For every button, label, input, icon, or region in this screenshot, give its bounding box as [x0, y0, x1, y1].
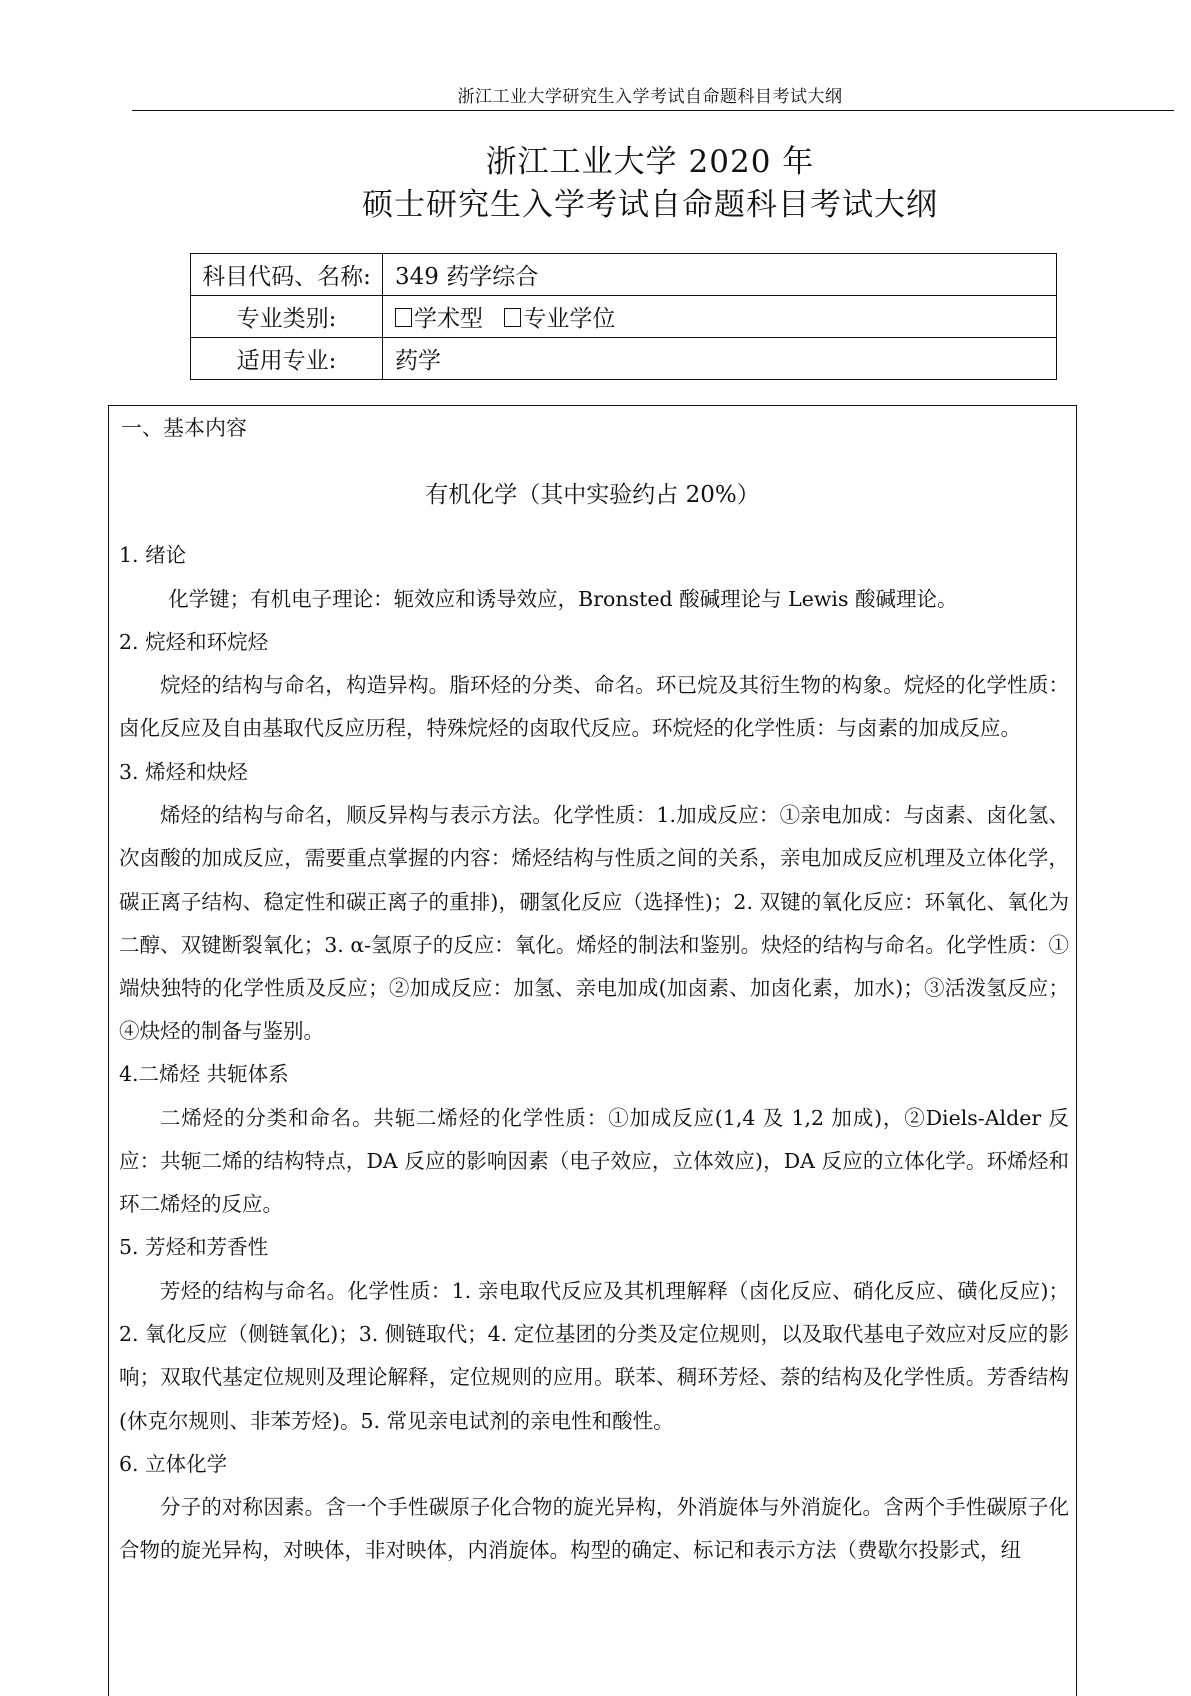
item-heading: 4.二烯烃 共轭体系 — [119, 1062, 289, 1087]
subject-title: 有机化学（其中实验约占 20%） — [425, 482, 760, 508]
item-text: 二烯烃的分类和命名。共轭二烯烃的化学性质：①加成反应(1,4 及 1,2 加成)，②Diels-Alder 反应：共轭二烯的结构特点，DA 反应的影响因素（电子效应，立体效应)，DA 反应的立体化学。环烯烃和环二烯烃的反应。 — [119, 1105, 1069, 1217]
item-text: 芳烃的结构与命名。化学性质：1. 亲电取代反应及其机理解释（卤化反应、硝化反应、磺化反应)；2. 氧化反应（侧链氧化)；3. 侧链取代；4. 定位基团的分类及定位规则，以及取代基电子效应对反应的影响；双取代基定位规则及理论解释，定位规则的应用。联苯、稠环芳烃、萘的结构及化学性质。芳香结构(休克尔规则、非苯芳烃)。5. 常见亲电试剂的亲电性和酸性。 — [119, 1278, 1069, 1433]
item-heading: 2. 烷烃和环烷烃 — [119, 629, 269, 654]
content-box — [108, 405, 1077, 1696]
header-rule — [132, 110, 1174, 111]
item-text: 分子的对称因素。含一个手性碳原子化合物的旋光异构，外消旋体与外消旋化。含两个手性碳原子化合物的旋光异构，对映体，非对映体，内消旋体。构型的确定、标记和表示方法（费歇尔投影式，纽 — [119, 1495, 1069, 1563]
academic-type-label: 学术型 — [414, 306, 483, 332]
applicable-major-label: 适用专业: — [191, 338, 383, 380]
item-text: 烷烃的结构与命名，构造异构。脂环烃的分类、命名。环已烷及其衍生物的构象。烷烃的化学性质：卤化反应及自由基取代反应历程，特殊烷烃的卤取代反应。环烷烃的化学性质：与卤素的加成反应。 — [119, 673, 1069, 741]
major-category-label: 专业类别: — [191, 296, 383, 338]
item-text: 化学键；有机电子理论：轭效应和诱导效应，Bronsted 酸碱理论与 Lewis 酸碱理论。 — [168, 586, 958, 611]
applicable-major-value: 药学 — [383, 338, 1057, 380]
professional-degree-label: 专业学位 — [523, 306, 616, 332]
major-category-row — [191, 296, 1057, 338]
syllabus-body — [119, 534, 1069, 1573]
subject-info-table — [190, 253, 1057, 380]
document-title-line2: 硕士研究生入学考试自命题科目考试大纲 — [362, 187, 938, 223]
academic-type-checkbox[interactable] — [395, 308, 412, 327]
subject-code-label: 科目代码、名称: — [191, 254, 383, 296]
document-title-line1: 浙江工业大学 2020 年 — [485, 144, 815, 180]
section-title: 一、基本内容 — [121, 416, 247, 440]
item-heading: 3. 烯烃和炔烃 — [119, 759, 248, 784]
subject-code-row — [191, 254, 1057, 296]
item-text: 烯烃的结构与命名，顺反异构与表示方法。化学性质：1.加成反应：①亲电加成：与卤素、卤化氢、次卤酸的加成反应，需要重点掌握的内容：烯烃结构与性质之间的关系，亲电加成反应机理及立体化学，碳正离子结构、稳定性和碳正离子的重排)，硼氢化反应（选择性)；2. 双键的氧化反应：环氧化、氧化为二醇、双键断裂氧化；3. α-氢原子的反应：氧化。烯烃的制法和鉴别。炔烃的结构与命名。化学性质：①端炔独特的化学性质及反应；②加成反应：加氢、亲电加成(加卤素、加卤化素，加水)；③活泼氢反应；④炔烃的制备与鉴别。 — [119, 803, 1069, 1044]
subject-code-value: 349 药学综合 — [383, 254, 1057, 296]
major-category-options — [383, 296, 1057, 338]
professional-degree-checkbox[interactable] — [504, 308, 521, 327]
running-header: 浙江工业大学研究生入学考试自命题科目考试大纲 — [457, 87, 843, 107]
item-heading: 1. 绪论 — [119, 543, 187, 567]
item-heading: 6. 立体化学 — [119, 1451, 228, 1476]
applicable-major-row — [191, 338, 1057, 380]
item-heading: 5. 芳烃和芳香性 — [119, 1235, 269, 1260]
